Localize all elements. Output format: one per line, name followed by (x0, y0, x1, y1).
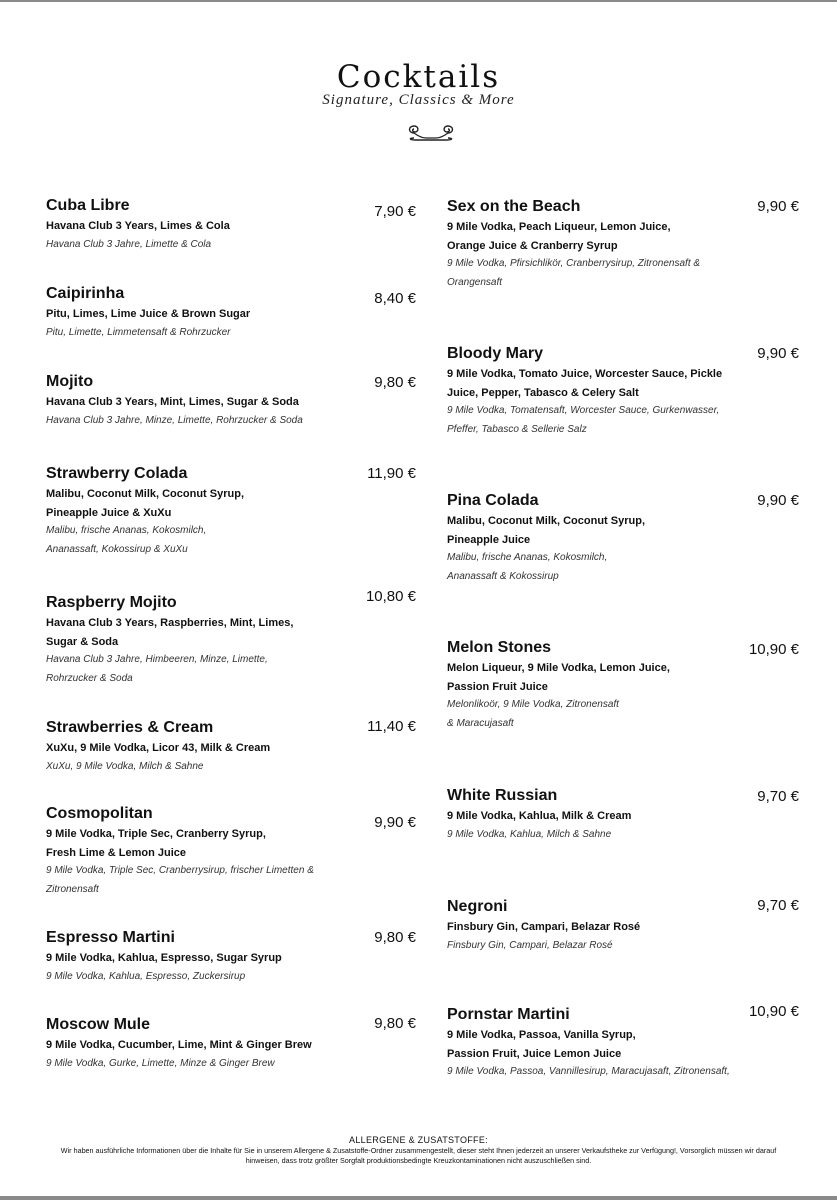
page-subtitle: Signature, Classics & More (322, 92, 515, 108)
item-price: 10,90 € (748, 1003, 799, 1020)
item-name: Strawberries & Cream (46, 719, 214, 736)
item-price: 9,80 € (374, 1015, 416, 1032)
item-ingredients-de: 9 Mile Vodka, Kahlua, Espresso, Zuckersirup (46, 970, 246, 982)
allergen-footer (60, 1135, 777, 1165)
item-ingredients-en: Malibu, Coconut Milk, Coconut Syrup, Pineapple Juice (447, 515, 645, 546)
item-ingredients-de: XuXu, 9 Mile Vodka, Milch & Sahne (46, 760, 204, 772)
item-price: 9,80 € (374, 374, 416, 391)
menu-item (46, 804, 416, 899)
item-ingredients-en: 9 Mile Vodka, Kahlua, Milk & Cream (447, 810, 632, 822)
item-price: 11,40 € (367, 718, 416, 735)
item-name: Raspberry Mojito (46, 594, 177, 611)
item-ingredients-en: 9 Mile Vodka, Tomato Juice, Worcester Sauce, Pickle Juice, Pepper, Tabasco & Celery Salt (447, 368, 723, 399)
scroll-ornament-icon (406, 124, 456, 142)
footer-title: ALLERGENE & ZUSATSTOFFE: (349, 1135, 488, 1145)
menu-item (447, 491, 799, 586)
item-ingredients-en: Havana Club 3 Years, Raspberries, Mint, Limes, Sugar & Soda (46, 617, 294, 648)
item-price: 9,90 € (757, 492, 799, 509)
item-name: Caipirinha (46, 285, 125, 302)
bottom-border (0, 1196, 837, 1200)
item-name: Pornstar Martini (447, 1006, 570, 1023)
menu-item (46, 588, 416, 688)
menu-item (447, 197, 799, 292)
menu-item (46, 718, 416, 776)
menu-item (447, 638, 799, 733)
item-ingredients-de: Malibu, frische Ananas, Kokosmilch, Ananassaft, Kokossirup & XuXu (46, 525, 207, 555)
item-ingredients-en: Melon Liqueur, 9 Mile Vodka, Lemon Juice, Passion Fruit Juice (447, 662, 670, 693)
item-name: Mojito (46, 373, 94, 390)
menu-item (46, 1015, 416, 1073)
menu-item (447, 786, 799, 844)
item-price: 11,90 € (367, 465, 416, 482)
item-ingredients-de: 9 Mile Vodka, Triple Sec, Cranberrysirup, frischer Limetten & Zitronensaft (46, 865, 314, 895)
item-ingredients-de: Havana Club 3 Jahre, Himbeeren, Minze, Limette, Rohrzucker & Soda (46, 654, 268, 684)
item-ingredients-en: Finsbury Gin, Campari, Belazar Rosé (447, 921, 641, 933)
item-ingredients-de: Havana Club 3 Jahre, Limette & Cola (46, 238, 212, 250)
item-name: Moscow Mule (46, 1016, 151, 1033)
item-ingredients-de: 9 Mile Vodka, Pfirsichlikör, Cranberrysirup, Zitronensaft & Orangensaft (447, 258, 701, 288)
menu-item (447, 1005, 799, 1082)
item-ingredients-de: Pitu, Limette, Limmetensaft & Rohrzucker (46, 326, 231, 338)
item-ingredients-de: 9 Mile Vodka, Gurke, Limette, Minze & Ginger Brew (46, 1057, 275, 1069)
item-ingredients-en: 9 Mile Vodka, Passoa, Vanilla Syrup, Passion Fruit, Juice Lemon Juice (447, 1029, 636, 1060)
item-name: Strawberry Colada (46, 465, 188, 482)
item-ingredients-en: 9 Mile Vodka, Cucumber, Lime, Mint & Ginger Brew (46, 1039, 312, 1051)
item-ingredients-de: Finsbury Gin, Campari, Belazar Rosé (447, 939, 613, 951)
item-ingredients-en: XuXu, 9 Mile Vodka, Licor 43, Milk & Cream (46, 742, 271, 754)
menu-item (46, 372, 416, 430)
item-price: 9,70 € (757, 897, 799, 914)
item-ingredients-en: 9 Mile Vodka, Triple Sec, Cranberry Syrup, Fresh Lime & Lemon Juice (46, 828, 266, 859)
item-name: Negroni (447, 898, 508, 915)
item-ingredients-de: 9 Mile Vodka, Passoa, Vannillesirup, Maracujasaft, Zitronensaft, (447, 1066, 730, 1077)
item-ingredients-en: Malibu, Coconut Milk, Coconut Syrup, Pineapple Juice & XuXu (46, 488, 244, 519)
item-ingredients-de: 9 Mile Vodka, Kahlua, Milch & Sahne (447, 828, 612, 840)
menu-item (46, 196, 416, 254)
item-price: 9,90 € (757, 345, 799, 362)
top-border (0, 0, 837, 2)
menu-item (46, 284, 416, 342)
item-ingredients-en: Havana Club 3 Years, Mint, Limes, Sugar & Soda (46, 396, 299, 408)
item-name: Cosmopolitan (46, 805, 153, 822)
item-name: Pina Colada (447, 492, 539, 509)
item-name: Espresso Martini (46, 929, 175, 946)
item-price: 9,70 € (757, 788, 799, 805)
item-price: 9,90 € (757, 198, 799, 215)
item-price: 10,90 € (748, 641, 799, 658)
item-ingredients-en: Pitu, Limes, Lime Juice & Brown Sugar (46, 308, 251, 320)
item-price: 8,40 € (374, 290, 416, 307)
item-name: Bloody Mary (447, 345, 544, 362)
item-name: Cuba Libre (46, 197, 130, 214)
item-ingredients-de: Malibu, frische Ananas, Kokosmilch, Ananassaft & Kokossirup (447, 552, 608, 582)
footer-text: Wir haben ausführliche Informationen über die Inhalte für Sie in unserem Allergene & Zusatstoffe-Ordner zusammengestellt, dieser steht Ihnen jederzeit an unserer Verkaufstheke zur Verfügung!, Vorsorglich müssen wir darauf hinweisen, dass trotz größter Sorgfalt produktionsbedingte Kreuzkontaminationen nicht auszuschließen sind. (60, 1146, 777, 1165)
item-name: Sex on the Beach (447, 198, 581, 215)
item-name: Melon Stones (447, 639, 552, 656)
item-ingredients-de: Havana Club 3 Jahre, Minze, Limette, Rohrzucker & Soda (46, 414, 303, 426)
menu-item (46, 464, 416, 559)
item-name: White Russian (447, 787, 558, 804)
item-price: 10,80 € (365, 588, 416, 605)
item-price: 7,90 € (374, 203, 416, 220)
menu-item (447, 344, 799, 439)
menu-item (447, 897, 799, 955)
menu-header (0, 58, 837, 109)
item-ingredients-en: Havana Club 3 Years, Limes & Cola (46, 220, 230, 232)
page-title: Cocktails (336, 59, 501, 95)
item-ingredients-de: 9 Mile Vodka, Tomatensaft, Worcester Sauce, Gurkenwasser, Pfeffer, Tabasco & Sellerie Salz (447, 405, 720, 435)
item-ingredients-en: 9 Mile Vodka, Kahlua, Espresso, Sugar Syrup (46, 952, 282, 964)
item-ingredients-de: Melonlikoör, 9 Mile Vodka, Zitronensaft & Maracujasaft (447, 699, 619, 729)
item-ingredients-en: 9 Mile Vodka, Peach Liqueur, Lemon Juice, Orange Juice & Cranberry Syrup (447, 221, 671, 252)
menu-item (46, 928, 416, 986)
item-price: 9,90 € (374, 814, 416, 831)
item-price: 9,80 € (374, 929, 416, 946)
